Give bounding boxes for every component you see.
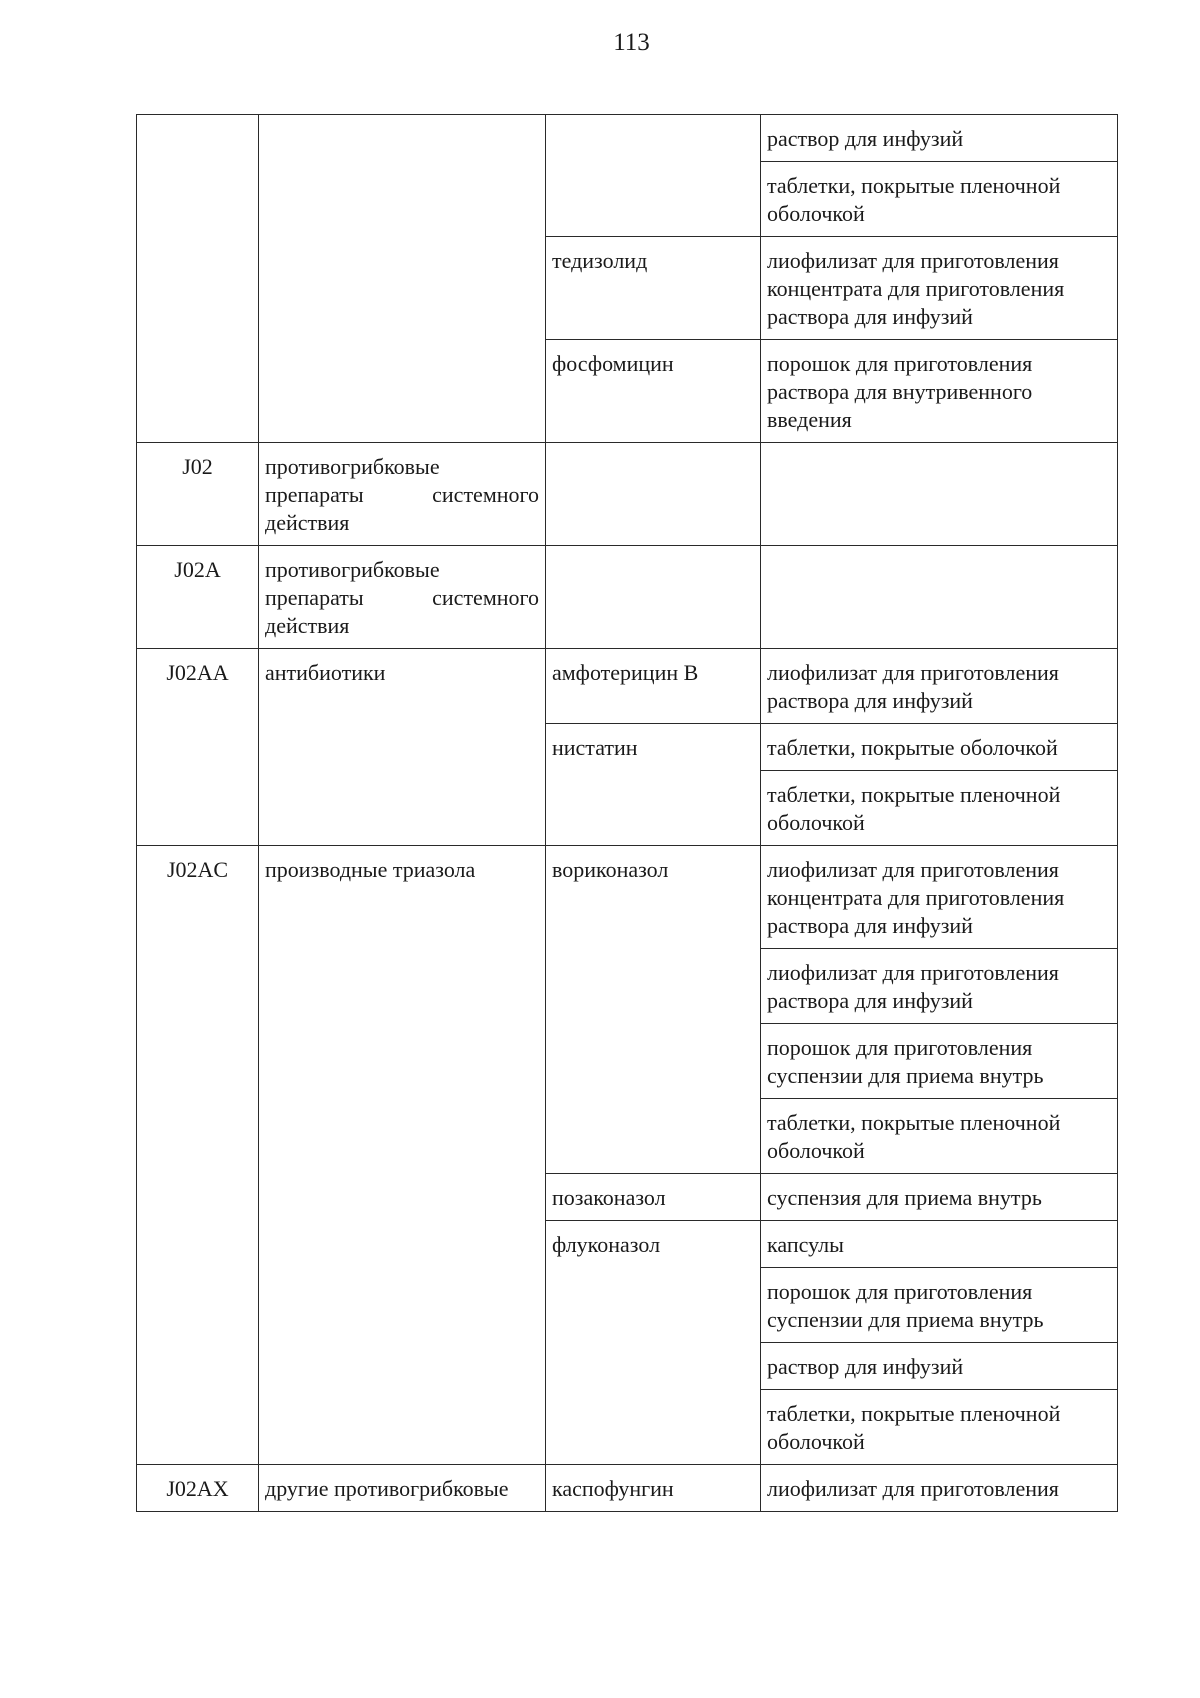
form-cell [761, 546, 1118, 649]
table-row [137, 1465, 1118, 1512]
form-cell: лиофилизат для приготовления раствора для инфузий [761, 949, 1118, 1024]
group-name: противогрибковые препараты системного действия [259, 443, 546, 546]
form-cell: таблетки, покрытые пленочной оболочкой [761, 1099, 1118, 1174]
drug-cell: фосфомицин [546, 340, 761, 443]
drug-cell [546, 443, 761, 546]
group-name: противогрибковые препараты системного действия [259, 546, 546, 649]
form-cell: порошок для приготовления суспензии для приема внутрь [761, 1268, 1118, 1343]
atc-code: J02AX [137, 1465, 259, 1512]
table-row [137, 546, 1118, 649]
drug-name: позаконазол [546, 1174, 761, 1221]
form-cell: лиофилизат для приготовления раствора для инфузий [761, 649, 1118, 724]
form-cell: порошок для приготовления суспензии для приема внутрь [761, 1024, 1118, 1099]
table-row [137, 115, 1118, 162]
drug-name: каспофунгин [546, 1465, 761, 1512]
drug-name: амфотерицин B [546, 649, 761, 724]
atc-code: J02AC [137, 846, 259, 1465]
drug-table [136, 114, 1118, 1512]
form-cell: лиофилизат для приготовления [761, 1465, 1118, 1512]
form-cell: суспензия для приема внутрь [761, 1174, 1118, 1221]
table-row [137, 649, 1118, 724]
drug-cell [546, 115, 761, 237]
drug-cell [546, 546, 761, 649]
drug-cell: тедизолид [546, 237, 761, 340]
table-row [137, 846, 1118, 949]
form-cell: таблетки, покрытые оболочкой [761, 724, 1118, 771]
form-cell: лиофилизат для приготовления концентрата для приготовления раствора для инфузий [761, 237, 1118, 340]
group-name: производные триазола [259, 846, 546, 1465]
form-cell: таблетки, покрытые пленочной оболочкой [761, 162, 1118, 237]
page-number: 113 [613, 29, 650, 56]
form-cell: порошок для приготовления раствора для внутривенного введения [761, 340, 1118, 443]
group-name: другие противогрибковые [259, 1465, 546, 1512]
form-cell: лиофилизат для приготовления концентрата для приготовления раствора для инфузий [761, 846, 1118, 949]
code-cell [137, 115, 259, 443]
drug-name: нистатин [546, 724, 761, 846]
atc-code: J02 [137, 443, 259, 546]
atc-code: J02A [137, 546, 259, 649]
form-cell: раствор для инфузий [761, 115, 1118, 162]
table-row [137, 443, 1118, 546]
form-cell [761, 443, 1118, 546]
form-cell: капсулы [761, 1221, 1118, 1268]
atc-code: J02AA [137, 649, 259, 846]
form-cell: таблетки, покрытые пленочной оболочкой [761, 1390, 1118, 1465]
group-cell [259, 115, 546, 443]
form-cell: таблетки, покрытые пленочной оболочкой [761, 771, 1118, 846]
drug-name: вориконазол [546, 846, 761, 1174]
drug-name: флуконазол [546, 1221, 761, 1465]
form-cell: раствор для инфузий [761, 1343, 1118, 1390]
group-name: антибиотики [259, 649, 546, 846]
